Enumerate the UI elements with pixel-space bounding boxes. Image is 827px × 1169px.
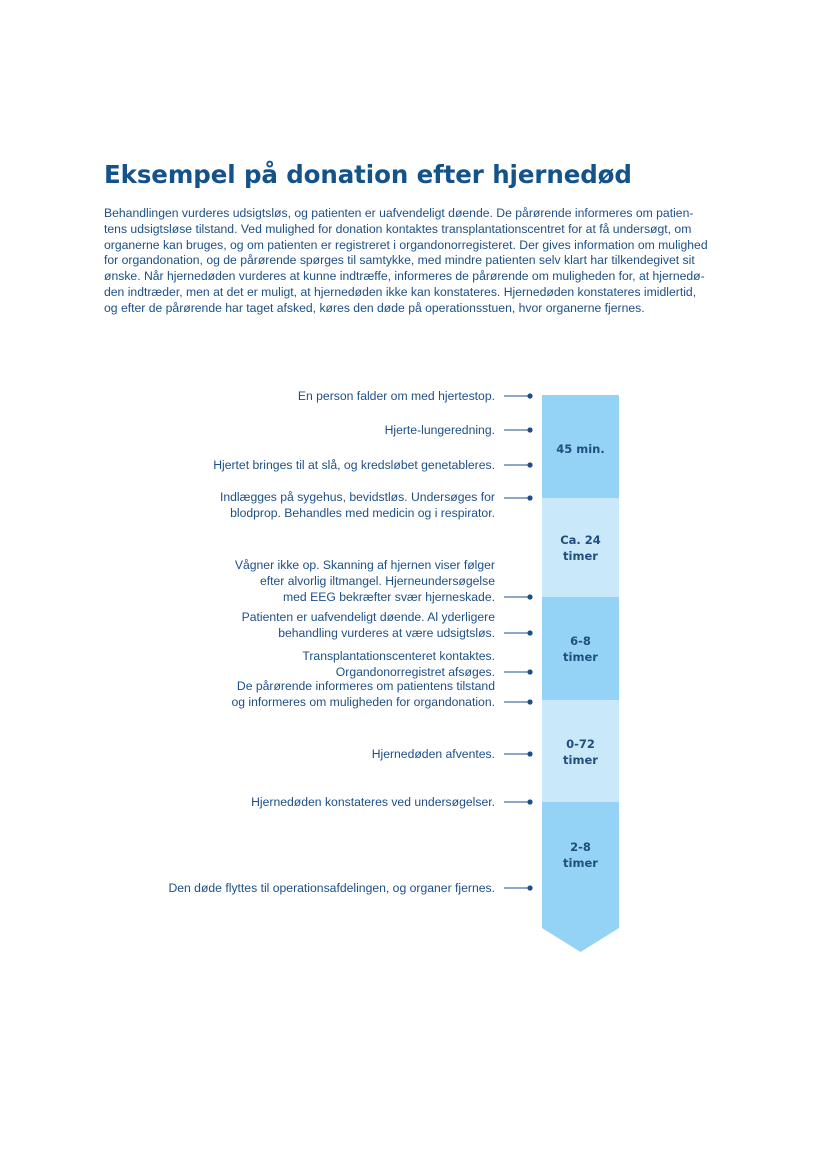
- event-label: Vågner ikke op. Skanning af hjernen viser følger: [234, 558, 495, 572]
- timeline-segment-arrow: [542, 802, 619, 952]
- intro-line: den indtræder, men at det er muligt, at hjernedøden ikke kan konstateres. Hjernedøden konstateres imidlertid,: [104, 284, 697, 299]
- segment-duration-label: timer: [563, 650, 598, 664]
- event-marker-dot: [527, 885, 532, 890]
- timeline-segment: [542, 597, 619, 700]
- timeline-segment: [542, 498, 619, 597]
- segment-duration-label: timer: [563, 856, 598, 870]
- segment-duration-label: Ca. 24: [560, 533, 601, 547]
- event-marker-dot: [527, 751, 532, 756]
- event-label: Patienten er uafvendeligt døende. Al yderligere: [241, 610, 495, 624]
- event-label: blodprop. Behandles med medicin og i respirator.: [230, 506, 495, 520]
- event-label: Organdonorregistret afsøges.: [335, 665, 495, 679]
- segment-duration-label: 0-72: [566, 737, 595, 751]
- intro-line: for organdonation, og de pårørende spørges til samtykke, med mindre patienten selv klart har tilkendegivet sit: [104, 253, 695, 268]
- event-label: En person falder om med hjertestop.: [297, 389, 495, 403]
- event-marker-dot: [527, 699, 532, 704]
- event-label: Hjerte-lungeredning.: [384, 423, 495, 437]
- event-marker-dot: [527, 669, 532, 674]
- event-label: behandling vurderes at være udsigtsløs.: [278, 626, 495, 640]
- event-label: Transplantationscenteret kontaktes.: [302, 649, 495, 663]
- event-marker-dot: [527, 495, 532, 500]
- page-title: Eksempel på donation efter hjernedød: [104, 160, 632, 189]
- timeline-segment: [542, 700, 619, 802]
- intro-line: og efter de pårørende har taget afsked, køres den døde på operationsstuen, hvor organerne fjernes.: [104, 300, 645, 315]
- event-label: og informeres om muligheden for organdonation.: [231, 695, 495, 709]
- intro-line: organerne kan bruges, og om patienten er registreret i organdonorregisteret. Der gives information om mulighed: [104, 237, 708, 252]
- event-marker-dot: [527, 799, 532, 804]
- event-marker-dot: [527, 427, 532, 432]
- event-label: Den døde flyttes til operationsafdelingen, og organer fjernes.: [168, 881, 495, 895]
- event-label: Hjertet bringes til at slå, og kredsløbet genetableres.: [213, 458, 495, 472]
- event-label: med EEG bekræfter svær hjerneskade.: [282, 590, 495, 604]
- segment-duration-label: timer: [563, 549, 598, 563]
- segment-duration-label: 45 min.: [556, 442, 605, 456]
- segment-duration-label: timer: [563, 753, 598, 767]
- event-marker-dot: [527, 594, 532, 599]
- event-label: efter alvorlig iltmangel. Hjerneundersøgelse: [259, 574, 495, 588]
- intro-line: tens udsigtsløse tilstand. Ved mulighed for donation kontaktes transplantationscentret for at få undersøgt, om: [104, 221, 692, 236]
- segment-duration-label: 6-8: [570, 634, 591, 648]
- event-label: Hjernedøden konstateres ved undersøgelser.: [251, 795, 495, 809]
- event-label: Indlægges på sygehus, bevidstløs. Undersøges for: [219, 490, 495, 504]
- segment-duration-label: 2-8: [570, 840, 591, 854]
- intro-line: Behandlingen vurderes udsigtsløs, og patienten er uafvendeligt døende. De pårørende informeres om patien-: [104, 206, 694, 220]
- event-marker-dot: [527, 462, 532, 467]
- event-marker-dot: [527, 393, 532, 398]
- event-label: Hjernedøden afventes.: [371, 747, 495, 761]
- event-label: De pårørende informeres om patientens tilstand: [236, 679, 495, 693]
- intro-line: ønske. Når hjernedøden vurderes at kunne indtræffe, informeres de pårørende om muligheden for, at hjernedø-: [104, 269, 705, 284]
- event-marker-dot: [527, 630, 532, 635]
